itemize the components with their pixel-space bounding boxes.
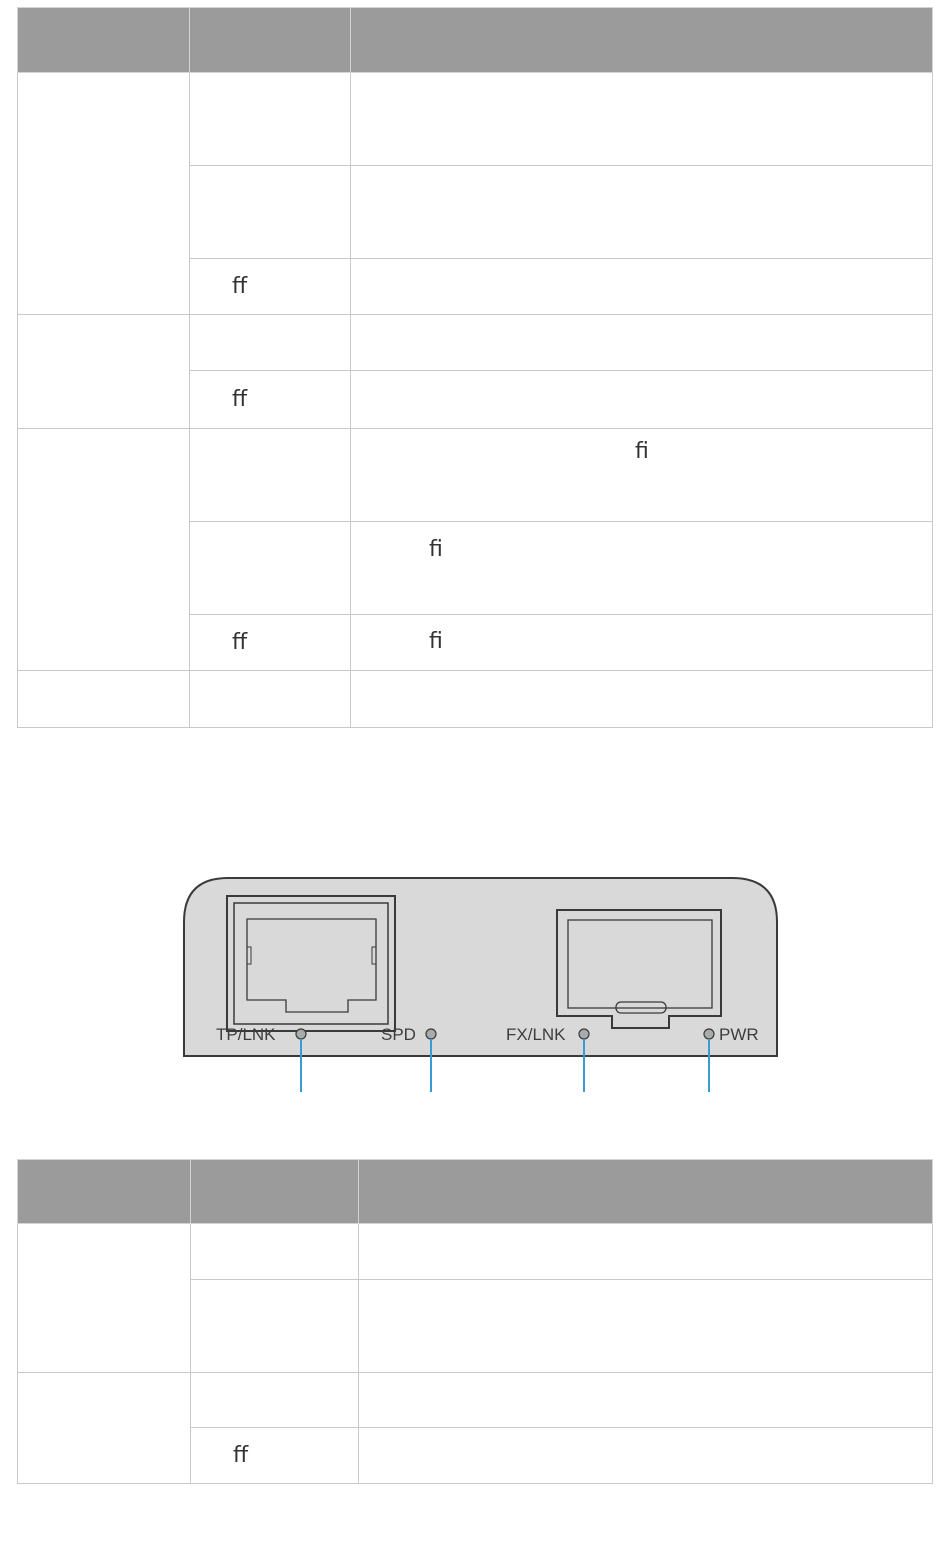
status-cell: ff [190, 259, 351, 315]
rj45-port [227, 896, 395, 1031]
status-cell [190, 429, 351, 522]
header-cell-description [351, 8, 933, 73]
description-cell [359, 1428, 933, 1484]
led-name-cell [18, 429, 190, 671]
description-cell [351, 73, 933, 166]
description-cell [351, 371, 933, 429]
table-header-row [18, 8, 933, 73]
table-header-row [18, 1160, 933, 1224]
description-cell [351, 315, 933, 371]
table-row [18, 1373, 933, 1428]
sfp-port [557, 910, 721, 1028]
header-cell-led [18, 1160, 191, 1224]
led-name-cell [18, 1373, 191, 1484]
table-row [18, 73, 933, 166]
led-label-pwr: PWR [719, 1025, 759, 1044]
led-label-tp-lnk: TP/LNK [216, 1025, 276, 1044]
status-cell [191, 1280, 359, 1373]
description-cell [351, 522, 933, 615]
status-cell [190, 671, 351, 728]
description-cell [359, 1224, 933, 1280]
description-cell [351, 671, 933, 728]
description-text: fi [429, 537, 443, 562]
status-cell: ff [191, 1428, 359, 1484]
description-cell [351, 259, 933, 315]
status-cell: ff [190, 615, 351, 671]
spd-led-indicator [426, 1029, 436, 1039]
led-label-fx-lnk: FX/LNK [506, 1025, 566, 1044]
status-cell [190, 166, 351, 259]
pwr-led-indicator [704, 1029, 714, 1039]
description-text: fi [429, 629, 443, 654]
status-cell [191, 1224, 359, 1280]
status-cell [190, 315, 351, 371]
led-status-table-1 [17, 7, 933, 728]
description-cell [351, 615, 933, 671]
table-row [18, 1224, 933, 1280]
tp-lnk-led-indicator [296, 1029, 306, 1039]
table-row [18, 671, 933, 728]
table-row [18, 429, 933, 522]
table-row [18, 315, 933, 371]
description-cell [359, 1373, 933, 1428]
header-cell-led [18, 8, 190, 73]
led-status-table-2 [17, 1159, 933, 1484]
status-cell [190, 522, 351, 615]
header-cell-description [359, 1160, 933, 1224]
description-cell [359, 1280, 933, 1373]
led-name-cell [18, 1224, 191, 1373]
description-cell [351, 429, 933, 522]
header-cell-status [191, 1160, 359, 1224]
status-cell [190, 73, 351, 166]
led-label-spd: SPD [381, 1025, 416, 1044]
led-name-cell [18, 315, 190, 429]
description-text: fi [635, 439, 649, 464]
status-cell [191, 1373, 359, 1428]
front-panel-diagram [180, 872, 780, 1092]
header-cell-status [190, 8, 351, 73]
led-name-cell [18, 671, 190, 728]
fx-lnk-led-indicator [579, 1029, 589, 1039]
front-panel-figure [180, 872, 780, 1092]
status-cell: ff [190, 371, 351, 429]
description-cell [351, 166, 933, 259]
led-name-cell [18, 73, 190, 315]
